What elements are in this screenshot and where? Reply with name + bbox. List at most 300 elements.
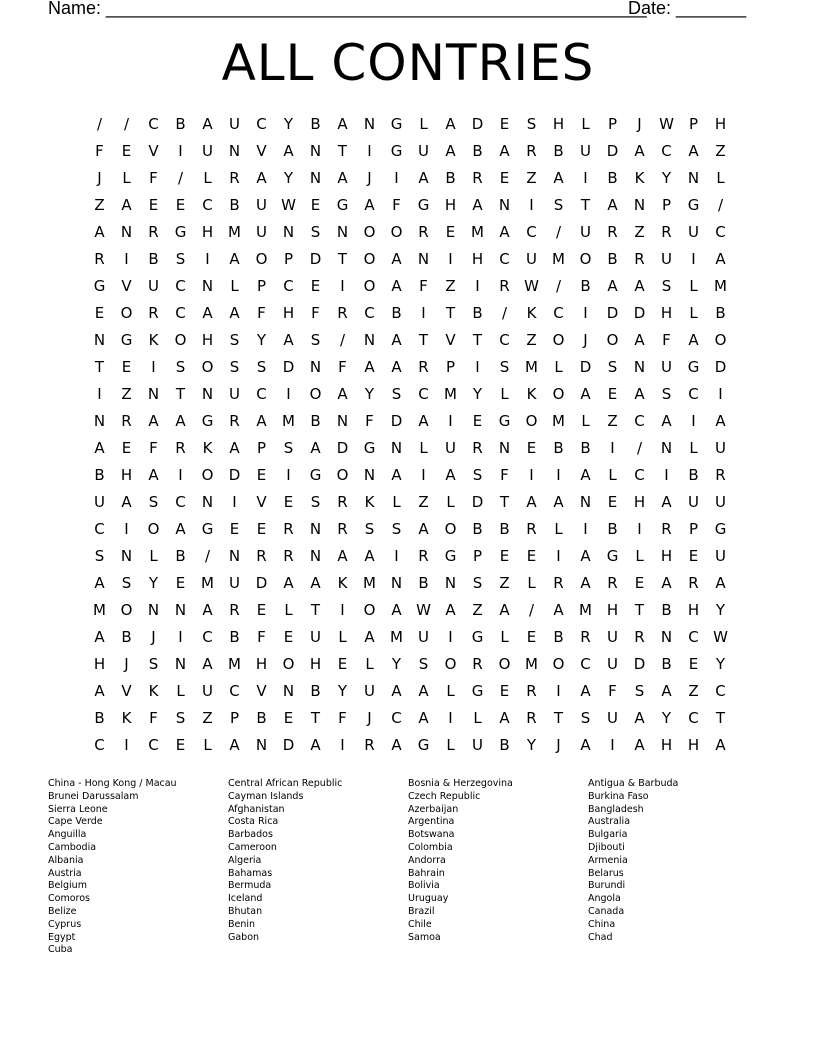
- grid-letter: C: [175, 304, 186, 322]
- grid-letter: A: [364, 547, 375, 565]
- grid-letter: I: [286, 466, 291, 484]
- word-list-item: Benin: [228, 918, 256, 930]
- grid-letter: L: [500, 385, 509, 403]
- grid-letter: I: [475, 358, 480, 376]
- grid-letter: I: [556, 466, 561, 484]
- grid-letter: A: [94, 628, 105, 646]
- grid-letter: V: [256, 493, 267, 511]
- grid-letter: R: [553, 574, 564, 592]
- word-list-item: Belize: [48, 905, 77, 917]
- grid-letter: N: [228, 547, 241, 565]
- grid-letter: R: [688, 574, 699, 592]
- grid-letter: F: [338, 709, 347, 727]
- grid-letter: H: [93, 655, 106, 673]
- grid-letter: A: [256, 169, 267, 187]
- grid-letter: U: [688, 493, 699, 511]
- grid-letter: H: [606, 601, 619, 619]
- grid-letter: B: [607, 520, 618, 538]
- grid-letter: L: [284, 601, 293, 619]
- grid-letter: N: [363, 331, 376, 349]
- grid-letter: D: [606, 142, 619, 160]
- grid-letter: I: [556, 682, 561, 700]
- grid-letter: S: [148, 493, 159, 511]
- grid-letter: I: [556, 547, 561, 565]
- grid-letter: P: [256, 277, 267, 295]
- grid-letter: O: [444, 655, 457, 673]
- grid-letter: B: [94, 709, 105, 727]
- grid-letter: I: [448, 709, 453, 727]
- grid-letter: I: [475, 277, 480, 295]
- grid-letter: O: [282, 655, 295, 673]
- grid-letter: I: [124, 520, 129, 538]
- worksheet-header: [48, 0, 748, 24]
- grid-letter: Z: [526, 331, 537, 349]
- grid-letter: E: [472, 412, 483, 430]
- grid-letter: /: [555, 277, 562, 295]
- grid-letter: I: [394, 169, 399, 187]
- grid-letter: R: [418, 223, 429, 241]
- grid-letter: U: [256, 196, 267, 214]
- grid-letter: C: [688, 385, 699, 403]
- word-list-item: Angola: [588, 893, 621, 905]
- grid-letter: S: [121, 574, 132, 592]
- grid-letter: E: [688, 547, 699, 565]
- grid-letter: R: [283, 520, 294, 538]
- grid-letter: P: [283, 250, 294, 268]
- grid-letter: A: [229, 736, 240, 754]
- grid-letter: W: [659, 115, 674, 133]
- grid-letter: C: [202, 196, 213, 214]
- grid-letter: R: [121, 412, 132, 430]
- grid-letter: R: [337, 520, 348, 538]
- grid-letter: I: [529, 466, 534, 484]
- grid-letter: U: [715, 547, 726, 565]
- grid-letter: O: [714, 331, 727, 349]
- grid-letter: E: [310, 277, 321, 295]
- grid-letter: R: [472, 169, 483, 187]
- grid-letter: D: [309, 250, 322, 268]
- grid-letter: B: [580, 439, 591, 457]
- grid-letter: A: [499, 142, 510, 160]
- grid-letter: S: [283, 439, 294, 457]
- grid-letter: M: [471, 223, 484, 241]
- grid-row: [86, 408, 736, 435]
- grid-letter: M: [228, 223, 241, 241]
- word-list-item: Algeria: [228, 854, 262, 866]
- grid-row: [86, 462, 736, 489]
- grid-letter: S: [553, 196, 564, 214]
- grid-letter: S: [661, 385, 672, 403]
- grid-letter: L: [446, 493, 455, 511]
- grid-letter: A: [310, 439, 321, 457]
- grid-letter: I: [232, 493, 237, 511]
- grid-letter: B: [391, 304, 402, 322]
- grid-letter: N: [660, 439, 673, 457]
- grid-letter: Y: [283, 115, 294, 133]
- grid-letter: E: [256, 466, 267, 484]
- word-column: [408, 778, 588, 957]
- grid-letter: M: [552, 250, 565, 268]
- grid-letter: A: [634, 277, 645, 295]
- grid-letter: N: [147, 601, 160, 619]
- grid-letter: Z: [607, 412, 618, 430]
- grid-letter: V: [256, 142, 267, 160]
- grid-letter: U: [580, 142, 591, 160]
- grid-letter: O: [174, 331, 187, 349]
- grid-row: [86, 543, 736, 570]
- grid-letter: D: [282, 736, 295, 754]
- grid-letter: I: [286, 385, 291, 403]
- grid-letter: I: [691, 412, 696, 430]
- grid-letter: A: [229, 304, 240, 322]
- grid-letter: L: [176, 682, 185, 700]
- grid-letter: T: [580, 196, 591, 214]
- grid-letter: O: [390, 223, 403, 241]
- grid-letter: E: [634, 574, 645, 592]
- grid-row: [86, 219, 736, 246]
- grid-letter: I: [178, 142, 183, 160]
- grid-letter: G: [363, 439, 376, 457]
- letter-grid: [86, 111, 736, 759]
- grid-letter: O: [201, 358, 214, 376]
- grid-letter: B: [256, 709, 267, 727]
- grid-letter: N: [633, 196, 646, 214]
- grid-letter: T: [337, 142, 348, 160]
- grid-letter: E: [175, 574, 186, 592]
- grid-letter: L: [689, 277, 698, 295]
- grid-letter: W: [281, 196, 296, 214]
- grid-letter: E: [337, 655, 348, 673]
- word-list-item: Bahrain: [408, 867, 445, 879]
- grid-letter: R: [94, 250, 105, 268]
- name-line: Name: ______________________________________________________: [48, 0, 647, 18]
- grid-letter: R: [256, 547, 267, 565]
- word-list-item: Cape Verde: [48, 816, 103, 828]
- grid-letter: E: [526, 439, 537, 457]
- grid-letter: O: [363, 601, 376, 619]
- grid-letter: K: [526, 304, 537, 322]
- grid-letter: E: [175, 196, 186, 214]
- grid-letter: T: [715, 709, 726, 727]
- grid-letter: S: [661, 277, 672, 295]
- grid-letter: G: [336, 196, 349, 214]
- grid-letter: E: [121, 358, 132, 376]
- grid-letter: /: [339, 331, 346, 349]
- grid-letter: S: [364, 520, 375, 538]
- word-list-item: Argentina: [408, 816, 455, 828]
- grid-letter: I: [178, 628, 183, 646]
- grid-letter: S: [391, 520, 402, 538]
- grid-letter: A: [580, 682, 591, 700]
- grid-letter: L: [581, 412, 590, 430]
- grid-letter: A: [634, 385, 645, 403]
- grid-letter: A: [175, 412, 186, 430]
- grid-letter: Y: [472, 385, 483, 403]
- grid-letter: /: [717, 196, 724, 214]
- grid-letter: A: [580, 466, 591, 484]
- grid-letter: N: [93, 331, 106, 349]
- grid-letter: R: [175, 439, 186, 457]
- grid-letter: N: [660, 628, 673, 646]
- grid-letter: B: [688, 466, 699, 484]
- grid-letter: A: [715, 574, 726, 592]
- grid-letter: A: [337, 385, 348, 403]
- grid-letter: R: [148, 304, 159, 322]
- grid-row: [86, 192, 736, 219]
- word-list-item: Azerbaijan: [408, 803, 459, 815]
- grid-letter: I: [421, 304, 426, 322]
- grid-letter: O: [552, 331, 565, 349]
- grid-letter: O: [120, 304, 133, 322]
- word-list-item: Canada: [588, 905, 625, 917]
- grid-letter: M: [714, 277, 727, 295]
- grid-letter: N: [309, 169, 322, 187]
- grid-letter: Z: [634, 223, 645, 241]
- grid-letter: N: [363, 115, 376, 133]
- grid-letter: S: [229, 358, 240, 376]
- grid-letter: Y: [661, 169, 672, 187]
- grid-letter: S: [472, 466, 483, 484]
- grid-letter: Y: [256, 331, 267, 349]
- grid-letter: P: [688, 520, 699, 538]
- grid-row: [86, 273, 736, 300]
- grid-letter: C: [148, 115, 159, 133]
- grid-letter: A: [337, 547, 348, 565]
- grid-letter: A: [472, 196, 483, 214]
- grid-letter: J: [97, 169, 102, 187]
- word-list-item: Australia: [588, 816, 631, 828]
- grid-letter: H: [714, 115, 727, 133]
- grid-row: [86, 138, 736, 165]
- grid-letter: H: [552, 115, 565, 133]
- grid-letter: E: [526, 547, 537, 565]
- grid-letter: S: [310, 493, 321, 511]
- word-list-item: Albania: [48, 854, 84, 866]
- word-list-item: Bhutan: [228, 905, 263, 917]
- grid-letter: A: [445, 115, 456, 133]
- grid-letter: /: [555, 223, 562, 241]
- grid-letter: R: [661, 520, 672, 538]
- grid-letter: A: [607, 277, 618, 295]
- grid-letter: S: [418, 655, 429, 673]
- grid-letter: A: [391, 277, 402, 295]
- grid-letter: D: [255, 574, 268, 592]
- grid-letter: A: [418, 169, 429, 187]
- grid-letter: C: [634, 412, 645, 430]
- grid-letter: B: [715, 304, 726, 322]
- word-list-item: Cambodia: [48, 841, 97, 853]
- word-list-item: Andorra: [408, 854, 446, 866]
- grid-letter: T: [445, 304, 456, 322]
- grid-letter: G: [309, 466, 322, 484]
- grid-letter: F: [608, 682, 617, 700]
- grid-letter: A: [553, 493, 564, 511]
- grid-letter: M: [282, 412, 295, 430]
- grid-letter: H: [120, 466, 133, 484]
- grid-letter: A: [445, 142, 456, 160]
- grid-letter: H: [282, 304, 295, 322]
- grid-letter: B: [310, 115, 321, 133]
- grid-letter: L: [527, 574, 536, 592]
- grid-letter: N: [255, 736, 268, 754]
- grid-letter: E: [445, 223, 456, 241]
- grid-letter: A: [364, 196, 375, 214]
- grid-letter: G: [471, 628, 484, 646]
- grid-letter: A: [418, 520, 429, 538]
- grid-letter: U: [229, 385, 240, 403]
- grid-letter: G: [390, 115, 403, 133]
- grid-letter: Y: [337, 682, 348, 700]
- grid-letter: L: [500, 628, 509, 646]
- word-list-item: China: [588, 918, 616, 930]
- word-column: [228, 778, 408, 957]
- grid-letter: N: [282, 682, 295, 700]
- grid-letter: I: [448, 250, 453, 268]
- grid-letter: S: [499, 358, 510, 376]
- grid-letter: B: [607, 169, 618, 187]
- grid-letter: A: [283, 331, 294, 349]
- grid-letter: G: [390, 142, 403, 160]
- grid-letter: U: [526, 250, 537, 268]
- grid-letter: B: [661, 601, 672, 619]
- grid-letter: B: [499, 736, 510, 754]
- grid-letter: A: [229, 439, 240, 457]
- page-title: ALL CONTRIES: [221, 34, 595, 92]
- grid-letter: E: [688, 655, 699, 673]
- grid-letter: F: [95, 142, 104, 160]
- grid-letter: /: [204, 547, 211, 565]
- grid-letter: I: [583, 304, 588, 322]
- grid-letter: M: [228, 655, 241, 673]
- grid-letter: N: [93, 412, 106, 430]
- grid-letter: Z: [472, 601, 483, 619]
- grid-letter: N: [147, 385, 160, 403]
- grid-letter: G: [120, 331, 133, 349]
- word-list-item: Antigua & Barbuda: [588, 778, 679, 789]
- grid-letter: G: [201, 520, 214, 538]
- word-list-item: Bolivia: [408, 880, 440, 892]
- grid-letter: L: [716, 169, 725, 187]
- grid-letter: F: [149, 709, 158, 727]
- word-list-item: Djibouti: [588, 841, 625, 853]
- grid-letter: B: [553, 142, 564, 160]
- grid-letter: C: [688, 628, 699, 646]
- word-list-item: Bangladesh: [588, 803, 644, 815]
- grid-letter: A: [391, 466, 402, 484]
- grid-letter: B: [229, 196, 240, 214]
- grid-letter: R: [472, 439, 483, 457]
- grid-letter: H: [471, 250, 484, 268]
- grid-letter: M: [390, 628, 403, 646]
- grid-letter: J: [637, 115, 642, 133]
- word-list-item: Cuba: [48, 944, 73, 956]
- word-list-item: Afghanistan: [228, 803, 285, 815]
- grid-letter: H: [255, 655, 268, 673]
- word-list-item: Colombia: [408, 841, 453, 853]
- grid-letter: F: [662, 331, 671, 349]
- grid-letter: O: [120, 601, 133, 619]
- grid-letter: Y: [148, 574, 159, 592]
- grid-letter: R: [580, 628, 591, 646]
- grid-letter: I: [664, 466, 669, 484]
- grid-letter: O: [579, 250, 592, 268]
- grid-letter: A: [391, 601, 402, 619]
- word-list-item: Botswana: [408, 829, 455, 841]
- grid-letter: E: [310, 196, 321, 214]
- grid-letter: U: [580, 223, 591, 241]
- grid-letter: B: [661, 655, 672, 673]
- grid-letter: H: [687, 736, 700, 754]
- grid-letter: N: [201, 385, 214, 403]
- grid-letter: C: [256, 385, 267, 403]
- grid-letter: S: [175, 709, 186, 727]
- grid-letter: R: [526, 142, 537, 160]
- grid-letter: A: [94, 682, 105, 700]
- grid-letter: I: [124, 736, 129, 754]
- grid-letter: N: [444, 574, 457, 592]
- grid-row: [86, 327, 736, 354]
- grid-letter: B: [175, 547, 186, 565]
- grid-letter: D: [714, 358, 727, 376]
- grid-letter: R: [229, 412, 240, 430]
- grid-letter: R: [283, 547, 294, 565]
- grid-letter: W: [416, 601, 431, 619]
- grid-letter: E: [283, 628, 294, 646]
- grid-letter: A: [634, 331, 645, 349]
- grid-letter: U: [364, 682, 375, 700]
- grid-letter: D: [228, 466, 241, 484]
- word-list-item: Bahamas: [228, 867, 273, 879]
- grid-letter: /: [501, 304, 508, 322]
- grid-letter: D: [471, 493, 484, 511]
- grid-row: [86, 435, 736, 462]
- grid-letter: U: [661, 358, 672, 376]
- grid-letter: G: [444, 547, 457, 565]
- grid-letter: A: [715, 412, 726, 430]
- grid-letter: G: [687, 196, 700, 214]
- grid-letter: U: [661, 250, 672, 268]
- grid-letter: R: [229, 169, 240, 187]
- grid-letter: K: [121, 709, 132, 727]
- grid-letter: R: [607, 574, 618, 592]
- grid-letter: O: [255, 250, 268, 268]
- grid-letter: A: [553, 169, 564, 187]
- grid-letter: A: [580, 547, 591, 565]
- grid-letter: C: [499, 331, 510, 349]
- grid-letter: F: [500, 466, 509, 484]
- grid-letter: N: [363, 466, 376, 484]
- grid-letter: S: [256, 358, 267, 376]
- grid-letter: V: [121, 682, 132, 700]
- grid-letter: N: [309, 358, 322, 376]
- grid-row: [86, 354, 736, 381]
- grid-letter: O: [336, 466, 349, 484]
- word-list-item: Gabon: [228, 931, 260, 943]
- grid-letter: Y: [715, 601, 726, 619]
- grid-letter: P: [445, 358, 456, 376]
- grid-letter: L: [446, 736, 455, 754]
- grid-letter: R: [364, 736, 375, 754]
- grid-letter: R: [634, 250, 645, 268]
- grid-letter: H: [660, 736, 673, 754]
- grid-letter: S: [310, 331, 321, 349]
- grid-letter: I: [124, 250, 129, 268]
- grid-letter: S: [229, 331, 240, 349]
- grid-letter: A: [580, 574, 591, 592]
- grid-letter: A: [634, 736, 645, 754]
- grid-letter: L: [689, 439, 698, 457]
- grid-letter: A: [202, 304, 213, 322]
